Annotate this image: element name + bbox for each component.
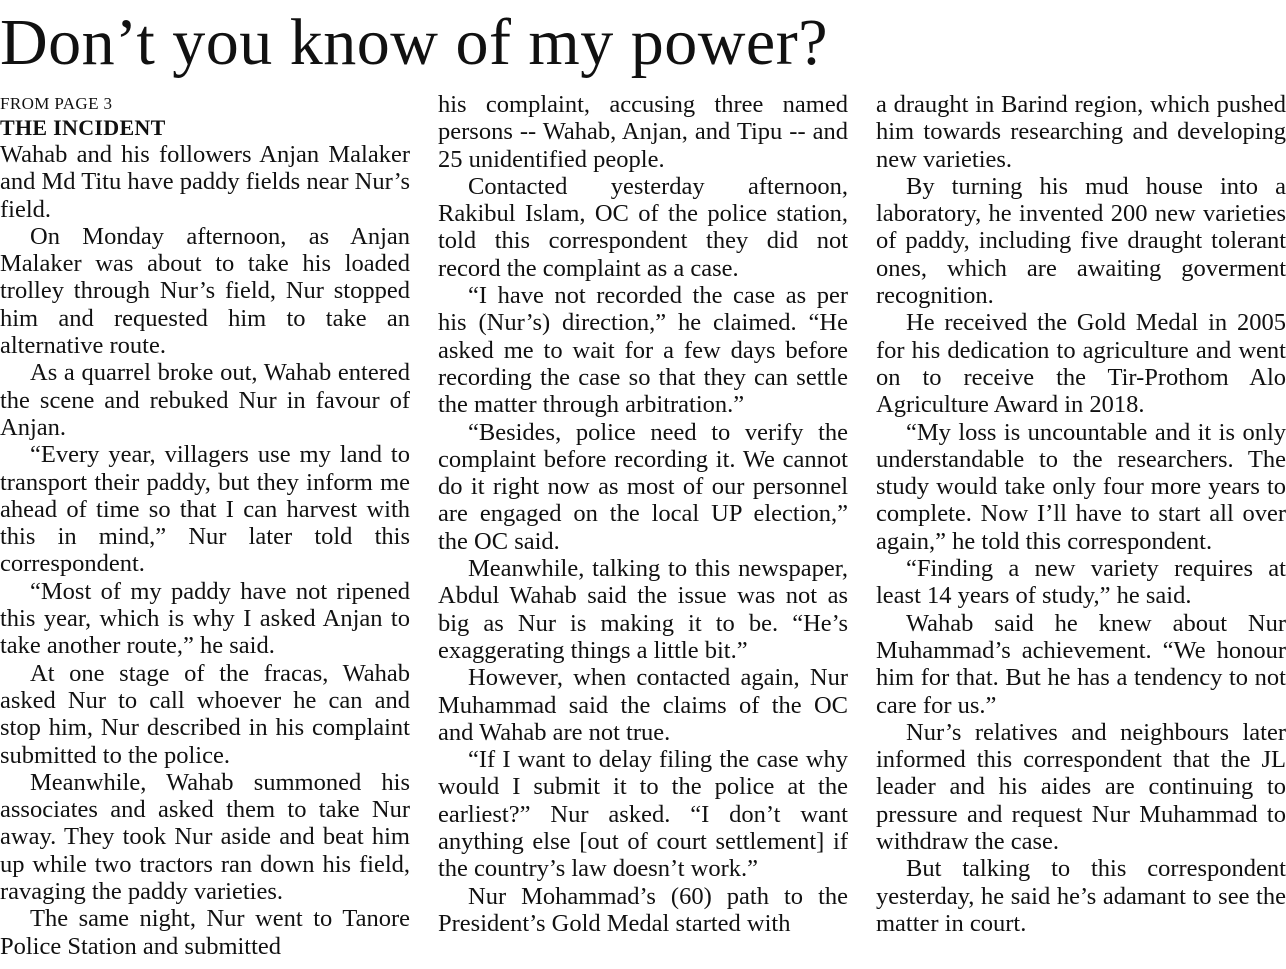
paragraph: “Finding a new variety requires at least 14 years of study,” he said. xyxy=(876,555,1286,610)
paragraph: “Besides, police need to verify the complaint before recording it. We cannot do it right now as most of our personnel are engaged on the local UP election,” the OC said. xyxy=(438,418,848,555)
paragraph: “My loss is uncountable and it is only understandable to the researchers. The study would take only four more years to complete. Now I’ll have to start all over again,” he told this correspondent. xyxy=(876,418,1286,555)
headline: Don’t you know of my power? xyxy=(0,6,828,79)
paragraph: Contacted yesterday afternoon, Rakibul Islam, OC of the police station, told this correspondent they did not record the complaint as a case. xyxy=(438,172,848,282)
paragraph: “I have not recorded the case as per his (Nur’s) direction,” he claimed. “He asked me to wait for a few days before recording the case so that they can settle the matter through arbitration.” xyxy=(438,282,848,419)
article-column-2 xyxy=(438,91,848,967)
paragraph: On Monday afternoon, as Anjan Malaker was about to take his loaded trolley through Nur’s field, Nur stopped him and requested him to take an alternative route. xyxy=(0,222,410,360)
paragraph: “If I want to delay filing the case why would I submit it to the police at the earliest?” Nur asked. “I don’t want anything else [out of court settlement] if the country’s law doesn’t work.” xyxy=(438,746,848,883)
section-subhead: THE INCIDENT xyxy=(0,115,166,140)
paragraph: Meanwhile, Wahab summoned his associates and asked them to take Nur away. They took Nur aside and beat him up while two tractors ran down his field, ravaging the paddy varieties. xyxy=(0,768,410,906)
paragraph: As a quarrel broke out, Wahab entered the scene and rebuked Nur in favour of Anjan. xyxy=(0,359,410,441)
paragraph: The same night, Nur went to Tanore Police Station and submitted xyxy=(0,905,410,960)
paragraph: Wahab and his followers Anjan Malaker and Md Titu have paddy fields near Nur’s field. xyxy=(0,141,410,223)
paragraph: At one stage of the fracas, Wahab asked Nur to call whoever he can and stop him, Nur described in his complaint submitted to the police. xyxy=(0,659,410,769)
paragraph: his complaint, accusing three named persons -- Wahab, Anjan, and Tipu -- and 25 unidentified people. xyxy=(438,91,848,173)
paragraph: Wahab said he knew about Nur Muhammad’s achievement. “We honour him for that. But he has a tendency to not care for us.” xyxy=(876,609,1286,719)
article-column-1 xyxy=(0,91,410,967)
paragraph: But talking to this correspondent yesterday, he said he’s adamant to see the matter in court. xyxy=(876,855,1286,937)
paragraph: Nur’s relatives and neighbours later informed this correspondent that the JL leader and his aides are continuing to pressure and request Nur Muhammad to withdraw the case. xyxy=(876,718,1286,856)
paragraph: However, when contacted again, Nur Muhammad said the claims of the OC and Wahab are not true. xyxy=(438,664,848,746)
paragraph: He received the Gold Medal in 2005 for his dedication to agriculture and went on to receive the Tir-Prothom Alo Agriculture Award in 2018. xyxy=(876,309,1286,419)
paragraph: a draught in Barind region, which pushed him towards researching and developing new varieties. xyxy=(876,91,1286,173)
paragraph: “Every year, villagers use my land to transport their paddy, but they inform me ahead of time so that I can harvest with this in mind,” Nur later told this correspondent. xyxy=(0,441,410,578)
paragraph: Meanwhile, talking to this newspaper, Abdul Wahab said the issue was not as big as Nur is making it to be. “He’s exaggerating things a little bit.” xyxy=(438,555,848,664)
continued-from-label: FROM PAGE 3 xyxy=(0,94,113,113)
article-column-3 xyxy=(876,91,1286,967)
paragraph: By turning his mud house into a laboratory, he invented 200 new varieties of paddy, including five draught tolerant ones, which are awaiting goverment recognition. xyxy=(876,172,1286,310)
paragraph: “Most of my paddy have not ripened this year, which is why I asked Anjan to take another route,” he said. xyxy=(0,577,410,660)
paragraph: Nur Mohammad’s (60) path to the President’s Gold Medal started with xyxy=(438,882,848,937)
